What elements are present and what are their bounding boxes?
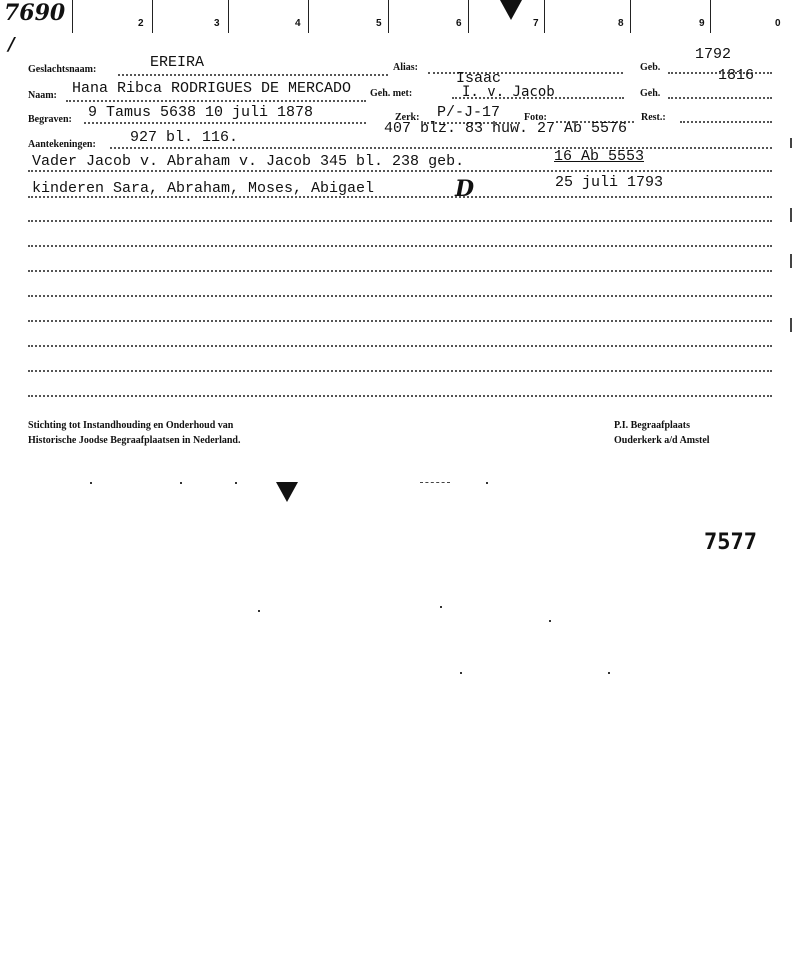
column-number: 9 <box>699 18 705 29</box>
rest-label: Rest.: <box>641 112 666 123</box>
dotted-line <box>28 220 772 222</box>
dotted-line <box>110 147 772 149</box>
speck <box>235 482 237 484</box>
dotted-line <box>28 170 772 172</box>
edge-tick <box>790 318 792 332</box>
dotted-line <box>84 122 366 124</box>
speck <box>420 482 450 484</box>
dotted-line <box>28 270 772 272</box>
card-number: 7690 <box>4 0 66 26</box>
column-number: 5 <box>376 18 382 29</box>
column-number: 7 <box>533 18 539 29</box>
born-year-value-2: 1816 <box>718 67 755 84</box>
footer-location-line-1: P.I. Begraafplaats <box>614 420 691 431</box>
spouse-first-name: Isaac <box>456 70 502 87</box>
father-line: Vader Jacob v. Abraham v. Jacob 345 bl. 238 geb. <box>32 153 465 170</box>
speck <box>258 610 260 612</box>
notes-label: Aantekeningen: <box>28 139 96 150</box>
name-label: Naam: <box>28 90 57 101</box>
footer-location <box>614 418 710 448</box>
notes-value-2: 407 blz. 83 huw. 27 Ab 5576 <box>384 120 628 137</box>
edge-tick <box>790 138 792 148</box>
surname-value: EREIRA <box>150 54 205 71</box>
alias-label: Alias: <box>393 62 418 73</box>
dotted-line <box>28 320 772 322</box>
dotted-line <box>668 97 772 99</box>
speck <box>180 482 182 484</box>
dotted-line <box>28 295 772 297</box>
dotted-line <box>118 74 388 76</box>
notes-value-1: 927 bl. 116. <box>130 129 239 146</box>
dotted-line <box>680 121 772 123</box>
strip-cell-1 <box>0 0 73 33</box>
column-number: 6 <box>456 18 462 29</box>
edge-tick <box>790 208 792 222</box>
footer-organization <box>28 418 241 448</box>
dotted-line <box>28 370 772 372</box>
tombstone-value: P/-J-17 <box>437 104 501 121</box>
children-line: kinderen Sara, Abraham, Moses, Abigael <box>32 180 375 197</box>
speck <box>440 606 442 608</box>
born-year-value: 1792 <box>695 46 732 63</box>
footer-location-line-2: Ouderkerk a/d Amstel <box>614 435 710 446</box>
bottom-notch-marker <box>276 482 298 502</box>
footer-org-line-1: Stichting tot Instandhouding en Onderhoud van <box>28 420 234 431</box>
speck <box>90 482 92 484</box>
spouse-father-value: I. v. Jacob <box>462 84 555 100</box>
born-label: Geb. <box>640 62 661 73</box>
married-label: Geh. met: <box>370 88 413 99</box>
column-number: 4 <box>295 18 301 29</box>
column-number: 2 <box>138 18 144 29</box>
buried-value: 9 Tamus 5638 10 juli 1878 <box>88 104 314 121</box>
dotted-line <box>28 245 772 247</box>
column-number: 8 <box>618 18 624 29</box>
dotted-line <box>28 345 772 347</box>
children-date: 25 juli 1793 <box>555 174 664 191</box>
speck <box>608 672 610 674</box>
speck <box>460 672 462 674</box>
footer-org-line-2: Historische Joodse Begraafplaatsen in Nederland. <box>28 435 241 446</box>
born2-label: Geh. <box>640 88 661 99</box>
speck <box>549 620 551 622</box>
initial-mark: D <box>455 176 475 202</box>
column-number: 3 <box>214 18 220 29</box>
edge-tick <box>790 254 792 268</box>
column-index-strip <box>0 0 795 33</box>
index-notch-marker <box>500 0 522 20</box>
speck <box>486 482 488 484</box>
father-birth-date: 16 Ab 5553 <box>554 148 645 165</box>
tombstone-label: Zerk: <box>395 112 420 123</box>
buried-label: Begraven: <box>28 114 72 125</box>
tick-mark: / <box>8 34 15 55</box>
dotted-line <box>66 100 366 102</box>
photo-label: Foto: <box>524 112 547 123</box>
dotted-line <box>28 395 772 397</box>
surname-label: Geslachtsnaam: <box>28 64 97 75</box>
name-value: Hana Ribca RODRIGUES DE MERCADO <box>72 80 352 97</box>
column-number: 0 <box>775 18 781 29</box>
stamp-number: 7577 <box>704 530 757 555</box>
